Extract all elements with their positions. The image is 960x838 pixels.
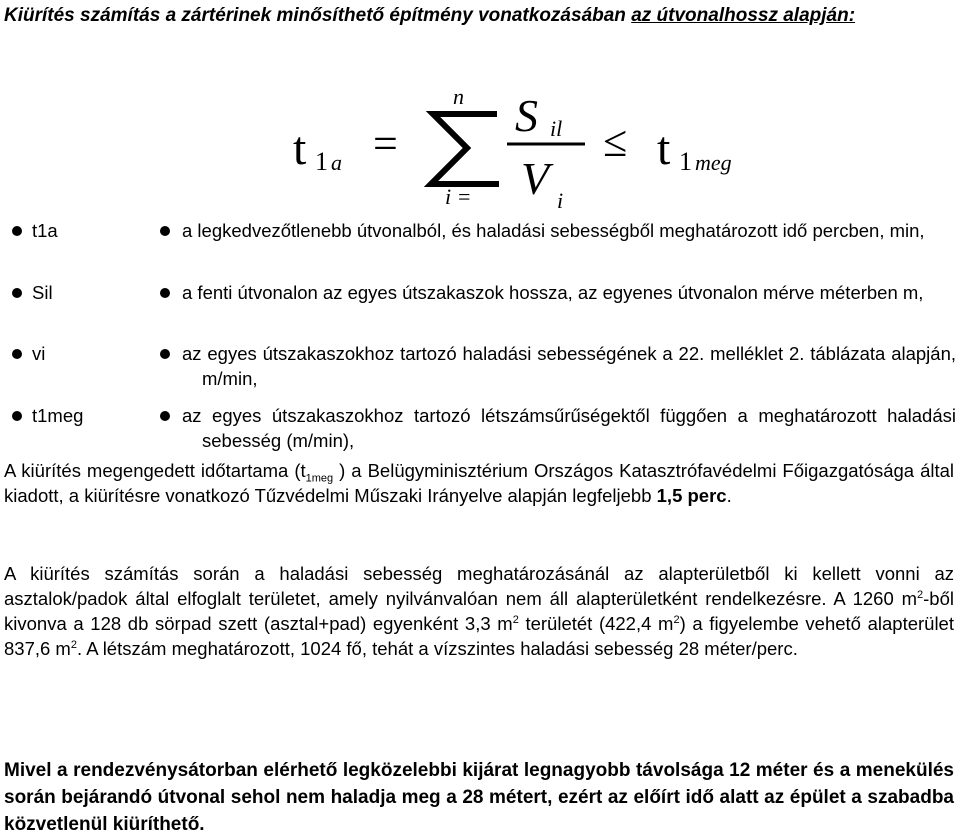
paragraph-text: ) a figyelembe vehető alapterület 837,6 m (4, 613, 954, 659)
bullet-icon (160, 288, 170, 298)
paragraph-text: A kiürítés megengedett időtartama (t (4, 460, 306, 481)
formula-denominator-sub: i (557, 188, 564, 213)
formula-lhs-t: t (293, 122, 307, 175)
paragraph-time-limit (4, 458, 954, 508)
bold-value: 1,5 perc (656, 485, 727, 506)
paragraph-text: . A létszám meghatározott, 1024 fő, tehát a vízszintes haladási sebesség 28 méter/perc. (76, 638, 798, 659)
formula-lhs-sub-num: 1 (315, 147, 328, 176)
paragraph-text: ) a Belügyminisztérium Országos Katasztrófavédelmi Főigazgatósága által kiadott, a kiürítésre vonatkozó Tűzvédelmi Műszaki Irányelve alapján legfeljebb (4, 460, 955, 506)
definition-description (182, 280, 956, 305)
bullet-icon (12, 411, 22, 421)
definition-term (32, 341, 45, 366)
heading-underlined-text: az útvonalhossz alapján: (631, 5, 856, 26)
bullet-icon (160, 226, 170, 236)
formula-sum-lower: i = (445, 184, 472, 209)
formula-rhs-sub-num: 1 (679, 147, 692, 176)
definition-description-text: az egyes útszakaszokhoz tartozó létszámsűrűségektől függően a meghatározott haladási sebesség (m/min), (182, 405, 956, 451)
paragraph-text: A kiürítés számítás során a haladási sebesség meghatározásánál az alapterületből ki kellett vonni az asztalok/padok által elfoglalt területet, amely nyilvánvalóan nem áll alapterületként rendelkezésre. A 1260 m (4, 563, 954, 609)
bullet-icon (12, 226, 22, 236)
definition-description (182, 218, 956, 243)
definition-item (0, 403, 960, 453)
paragraph-conclusion: Mivel a rendezvénysátorban elérhető legközelebbi kijárat legnagyobb távolsága 12 méter és a menekülés során bejárandó útvonal sehol nem haladja meg a 28 métert, ezért az előírt idő alatt az épület a szabadba közvetlenül kiüríthető. (4, 760, 954, 835)
superscript-text: 2 (70, 638, 77, 651)
formula-numerator-sub: il (550, 116, 563, 141)
definition-term-text: vi (32, 343, 46, 364)
definition-description (182, 403, 956, 453)
superscript-text: 2 (673, 613, 680, 626)
bullet-icon (12, 288, 22, 298)
subscript-text: 1meg (305, 472, 334, 485)
formula-numerator-s: S (515, 90, 538, 141)
formula-sigma-symbol (431, 114, 499, 184)
definition-description-text: a fenti útvonalon az egyes útszakaszok hossza, az egyenes útvonalon mérve méterben m, (182, 282, 924, 303)
paragraph-text: területét (422,4 m (518, 613, 674, 634)
evacuation-formula (285, 86, 755, 214)
bullet-icon (12, 349, 22, 359)
formula-equals: = (373, 119, 398, 168)
definition-description-text: az egyes útszakaszokhoz tartozó haladási sebességének a 22. melléklet 2. táblázata alapján, m/min, (182, 343, 956, 389)
formula-graphic (285, 86, 755, 214)
formula-leq: ≤ (603, 117, 628, 166)
formula-denominator-v: V (521, 153, 550, 204)
definition-item (0, 280, 960, 330)
definition-item (0, 218, 960, 268)
formula-rhs-sub-meg: meg (695, 150, 732, 175)
definition-description-text: a legkedvezőtlenebb útvonalból, és haladási sebességből meghatározott idő percben, min, (182, 220, 925, 241)
superscript-text: 2 (917, 588, 924, 601)
paragraph-calculation (4, 561, 954, 661)
definition-term (32, 280, 53, 305)
definition-term (32, 218, 58, 243)
bullet-icon (160, 349, 170, 359)
definition-term-text: t1a (32, 220, 58, 241)
definition-term (32, 403, 83, 428)
definition-description (182, 341, 956, 391)
formula-lhs-sub-a: a (331, 150, 342, 175)
definition-item (0, 341, 960, 391)
bullet-icon (160, 411, 170, 421)
formula-sum-upper: n (453, 86, 464, 109)
definition-term-text: Sil (32, 282, 53, 303)
heading-text: Kiürítés számítás a zártérinek minősíthető építmény vonatkozásában (4, 5, 632, 26)
section-heading (4, 2, 904, 29)
paragraph-text: . (726, 485, 732, 506)
formula-rhs-t: t (657, 122, 671, 175)
superscript-text: 2 (512, 613, 519, 626)
paragraph-text: -ből kivonva a 128 db sörpad szett (asztal+pad) egyenként 3,3 m (4, 588, 954, 634)
definition-term-text: t1meg (32, 405, 84, 426)
